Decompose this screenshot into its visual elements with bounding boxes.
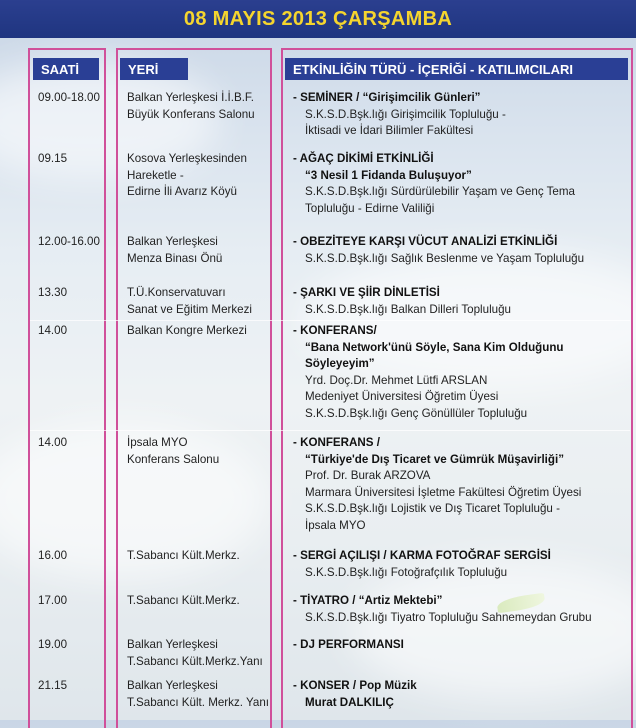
place-line: Balkan Kongre Merkezi	[127, 324, 247, 337]
activity-title-line: - SEMİNER / “Girişimcilik Günleri”	[293, 91, 481, 104]
header-time-label: SAATİ	[41, 61, 80, 77]
activity-title-line: - SERGİ AÇILIŞI / KARMA FOTOĞRAF SERGİSİ	[293, 549, 551, 562]
date-banner	[0, 0, 636, 38]
row-time: 09.00-18.00	[38, 91, 100, 104]
activity-detail-line: S.K.S.D.Bşk.lığı Tiyatro Topluluğu Sahnemeydan Grubu	[305, 610, 592, 624]
place-line: Edirne İli Avarız Köyü	[127, 185, 237, 198]
row-time: 13.30	[38, 286, 68, 299]
header-place	[120, 58, 188, 80]
activity-detail-line: S.K.S.D.Bşk.lığı Sağlık Beslenme ve Yaşam Topluluğu	[305, 251, 585, 265]
activity-detail-line: Topluluğu - Edirne Valiliği	[305, 201, 435, 215]
page-title: 08 MAYIS 2013 ÇARŞAMBA	[183, 7, 453, 30]
row-activity	[293, 678, 628, 711]
row-activity	[293, 593, 628, 626]
activity-title-line: - AĞAÇ DİKİMİ ETKİNLİĞİ	[293, 152, 434, 165]
row-activity	[293, 285, 628, 318]
activity-title-line: “Bana Network'ünü Söyle, Sana Kim Olduğunu	[305, 340, 564, 354]
header-activity	[285, 58, 628, 80]
activity-detail-line: Medeniyet Üniversitesi Öğretim Üyesi	[305, 390, 499, 403]
place-line: Menza Binası Önü	[127, 251, 223, 265]
activity-title-line: - TİYATRO / “Artiz Mektebi”	[293, 594, 443, 607]
place-line: İpsala MYO	[127, 436, 188, 449]
place-line: Kosova Yerleşkesinden	[127, 152, 247, 165]
activity-title-line: - DJ PERFORMANSI	[293, 638, 404, 651]
row-place	[127, 678, 287, 711]
place-line: Hareketle -	[127, 168, 184, 182]
row-place	[127, 323, 287, 340]
activity-detail-line: Yrd. Doç.Dr. Mehmet Lütfi ARSLAN	[305, 373, 488, 387]
activity-detail-line: S.K.S.D.Bşk.lığı Girişimcilik Topluluğu -	[305, 107, 506, 121]
row-time: 14.00	[38, 436, 68, 449]
row-place	[127, 548, 287, 565]
row-place	[127, 435, 287, 468]
row-time: 16.00	[38, 549, 68, 562]
activity-detail-line: Prof. Dr. Burak ARZOVA	[305, 469, 431, 482]
place-line: T.Sabancı Kült.Merkz.	[127, 594, 240, 607]
row-separator	[30, 320, 630, 321]
header-time	[33, 58, 99, 80]
row-activity	[293, 234, 628, 267]
place-line: T.Sabancı Kült. Merkz. Yanı	[127, 695, 269, 709]
row-place	[127, 285, 287, 318]
activity-title-line: “3 Nesil 1 Fidanda Buluşuyor”	[305, 168, 472, 182]
activity-title-line: “Türkiye'de Dış Ticaret ve Gümrük Müşavirliği”	[305, 452, 564, 466]
activity-title-line: - OBEZİTEYE KARŞI VÜCUT ANALİZİ ETKİNLİĞİ	[293, 235, 558, 248]
activity-detail-line: İktisadi ve İdari Bilimler Fakültesi	[305, 124, 474, 137]
row-time: 09.15	[38, 152, 68, 165]
activity-detail-line: S.K.S.D.Bşk.lığı Sürdürülebilir Yaşam ve Genç Tema	[305, 185, 575, 198]
row-activity	[293, 637, 628, 654]
activity-title-line: - KONFERANS/	[293, 324, 377, 337]
row-place	[127, 593, 287, 610]
row-activity	[293, 90, 628, 140]
activity-detail-line: S.K.S.D.Bşk.lığı Fotoğrafçılık Topluluğu	[305, 565, 508, 579]
place-line: Balkan Yerleşkesi	[127, 235, 218, 248]
activity-title-line: Söyleyeyim”	[305, 357, 375, 370]
activity-detail-line: Marmara Üniversitesi İşletme Fakültesi Öğretim Üyesi	[305, 485, 582, 499]
row-activity	[293, 435, 628, 534]
place-column-frame	[116, 48, 272, 728]
activity-detail-line: İpsala MYO	[305, 518, 366, 532]
row-activity	[293, 151, 628, 217]
place-line: Balkan Yerleşkesi	[127, 679, 218, 692]
row-time: 17.00	[38, 594, 68, 607]
activity-detail-line: S.K.S.D.Bşk.lığı Lojistik ve Dış Ticaret Topluluğu -	[305, 502, 560, 515]
row-activity	[293, 548, 628, 581]
activity-detail-line: S.K.S.D.Bşk.lığı Genç Gönüllüler Topluluğu	[305, 406, 528, 420]
place-line: Balkan Yerleşkesi İ.İ.B.F.	[127, 91, 254, 104]
row-place	[127, 637, 287, 670]
activity-title-line: - KONSER / Pop Müzik	[293, 679, 417, 692]
row-time: 14.00	[38, 324, 68, 337]
place-line: T.Ü.Konservatuvarı	[127, 286, 226, 299]
row-separator	[30, 430, 630, 431]
activity-title-line: - ŞARKI VE ŞİİR DİNLETİSİ	[293, 286, 440, 299]
row-place	[127, 234, 287, 267]
activity-detail-line: S.K.S.D.Bşk.lığı Balkan Dilleri Topluluğu	[305, 302, 511, 316]
activity-title-line: Murat DALKILIÇ	[305, 695, 394, 709]
header-activity-label: ETKİNLİĞİN TÜRÜ - İÇERİĞİ - KATILIMCILARI	[293, 61, 573, 77]
place-line: T.Sabancı Kült.Merkz.Yanı	[127, 654, 263, 668]
place-line: Sanat ve Eğitim Merkezi	[127, 302, 253, 316]
place-line: Balkan Yerleşkesi	[127, 638, 218, 651]
time-column-frame	[28, 48, 106, 728]
place-line: Büyük Konferans Salonu	[127, 107, 255, 121]
row-activity	[293, 323, 628, 422]
header-place-label: YERİ	[128, 61, 159, 77]
place-line: Konferans Salonu	[127, 452, 220, 466]
activity-title-line: - KONFERANS /	[293, 436, 380, 449]
row-time: 12.00-16.00	[38, 235, 100, 248]
row-place	[127, 90, 287, 123]
row-time: 19.00	[38, 638, 68, 651]
place-line: T.Sabancı Kült.Merkz.	[127, 549, 240, 562]
row-time: 21.15	[38, 679, 68, 692]
row-place	[127, 151, 287, 201]
